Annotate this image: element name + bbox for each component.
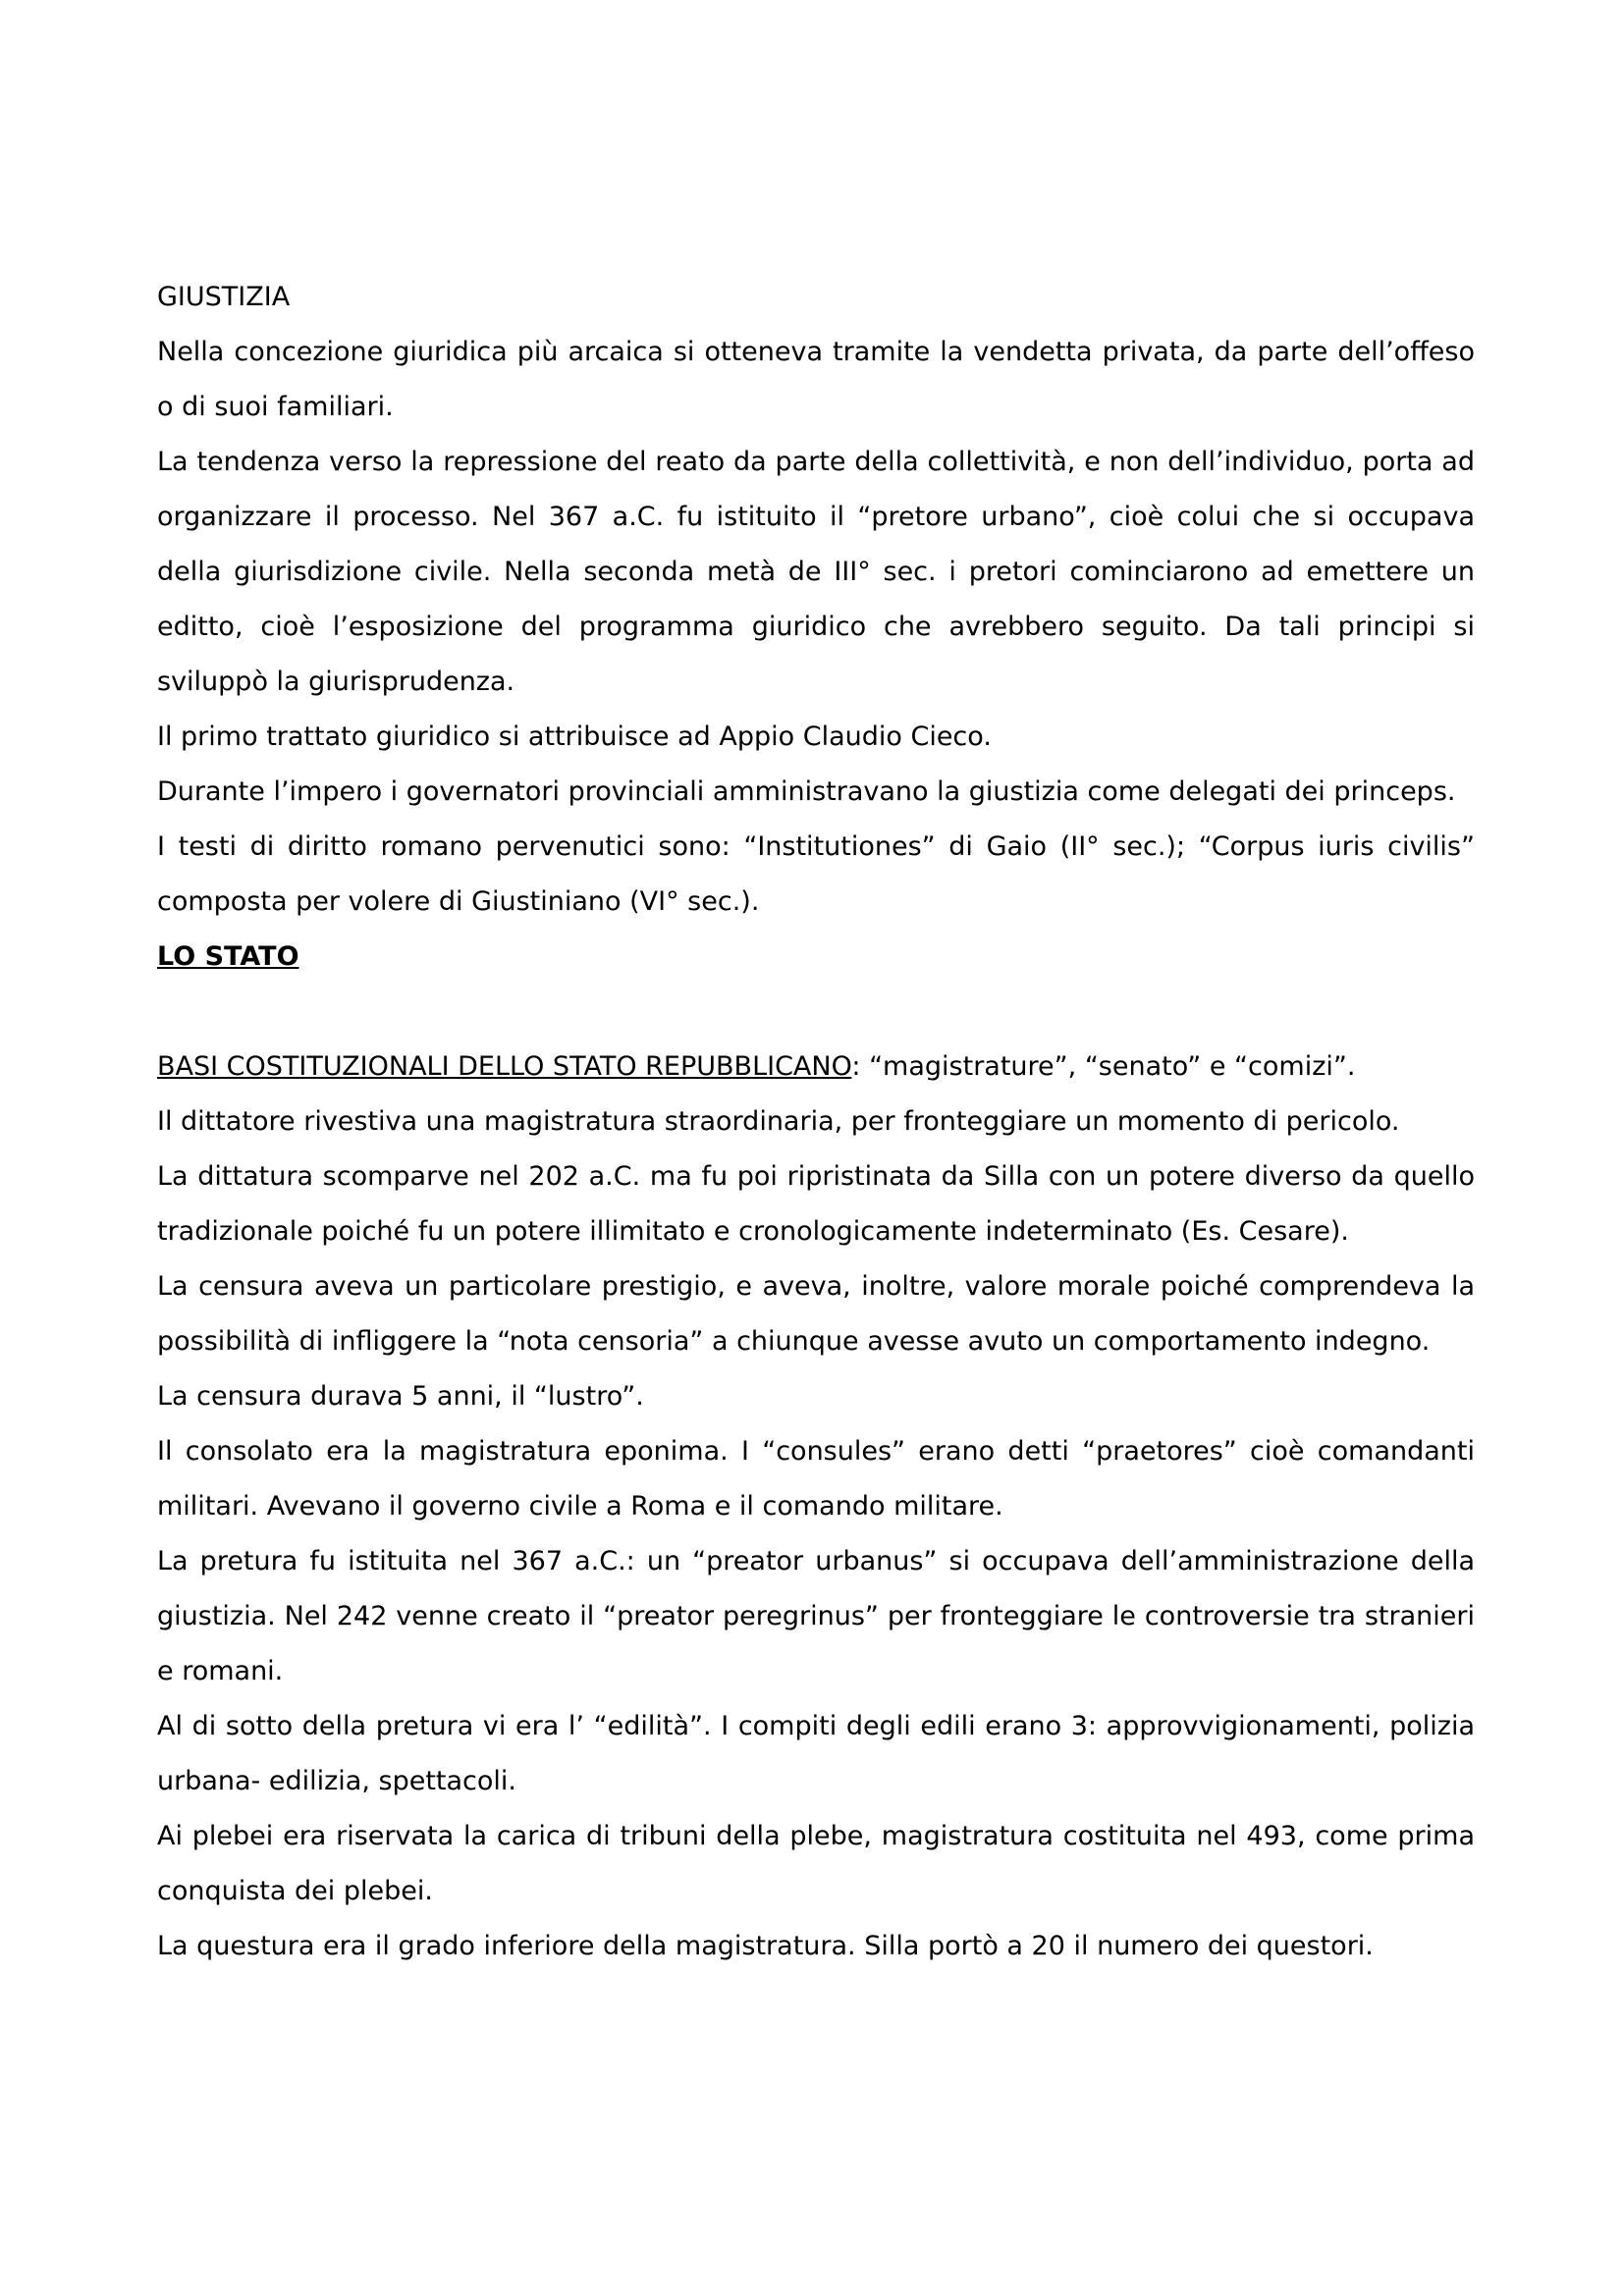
paragraph: La censura durava 5 anni, il “lustro”. bbox=[157, 1381, 644, 1412]
paragraph: Il dittatore rivestiva una magistratura straordinaria, per fronteggiare un momento di pericolo. bbox=[157, 1106, 1400, 1137]
document-page bbox=[157, 270, 1475, 1974]
section-title-text: LO STATO bbox=[157, 941, 299, 972]
subheading-text: BASI COSTITUZIONALI DELLO STATO REPUBBLICANO bbox=[157, 1051, 852, 1082]
paragraph: I testi di diritto romano pervenutici sono: “Institutiones” di Gaio (II° sec.); “Corpus iuris civilis” composta per volere di Giustiniano (VI° sec.). bbox=[157, 831, 1475, 917]
subheading-basi-costituzionali bbox=[157, 1040, 1475, 1095]
paragraph: Nella concezione giuridica più arcaica si otteneva tramite la vendetta privata, da parte dell’offeso o di suoi familiari. bbox=[157, 337, 1475, 422]
paragraph: Il consolato era la magistratura eponima. I “consules” erano detti “praetores” cioè comandanti militari. Avevano il governo civile a Roma e il comando militare. bbox=[157, 1436, 1475, 1522]
blank-line bbox=[157, 985, 1475, 1040]
subheading-rest: : “magistrature”, “senato” e “comizi”. bbox=[851, 1051, 1356, 1082]
paragraph: Il primo trattato giuridico si attribuisce ad Appio Claudio Cieco. bbox=[157, 721, 992, 752]
paragraph: La tendenza verso la repressione del reato da parte della collettività, e non dell’individuo, porta ad organizzare il processo. Nel 367 a.C. fu istituito il “pretore urbano”, cioè colui che si occupava della giurisdizione civile. Nella seconda metà de III° sec. i pretori cominciarono ad emettere un editto, cioè l’esposizione del programma giuridico che avrebbero seguito. Da tali principi si sviluppò la giurisprudenza. bbox=[157, 447, 1475, 697]
paragraph: Ai plebei era riservata la carica di tribuni della plebe, magistratura costituita nel 493, come prima conquista dei plebei. bbox=[157, 1821, 1475, 1906]
paragraph: La dittatura scomparve nel 202 a.C. ma fu poi ripristinata da Silla con un potere diverso da quello tradizionale poiché fu un potere illimitato e cronologicamente indeterminato (Es. Cesare). bbox=[157, 1161, 1475, 1247]
paragraph: La censura aveva un particolare prestigio, e aveva, inoltre, valore morale poiché comprendeva la possibilità di infliggere la “nota censoria” a chiunque avesse avuto un comportamento indegno. bbox=[157, 1271, 1475, 1357]
paragraph: Al di sotto della pretura vi era l’ “edilità”. I compiti degli edili erano 3: approvvigionamenti, polizia urbana- edilizia, spettacoli. bbox=[157, 1711, 1475, 1796]
paragraph: La pretura fu istituita nel 367 a.C.: un “preator urbanus” si occupava dell’amministrazione della giustizia. Nel 242 venne creato il “preator peregrinus” per fronteggiare le controversie tra stranieri e romani. bbox=[157, 1546, 1475, 1686]
section-title-lo-stato bbox=[157, 930, 1475, 985]
paragraph: Durante l’impero i governatori provinciali amministravano la giustizia come delegati dei princeps. bbox=[157, 776, 1456, 807]
paragraph: La questura era il grado inferiore della magistratura. Silla portò a 20 il numero dei questori. bbox=[157, 1931, 1374, 1961]
section-title-giustizia: GIUSTIZIA bbox=[157, 282, 291, 312]
